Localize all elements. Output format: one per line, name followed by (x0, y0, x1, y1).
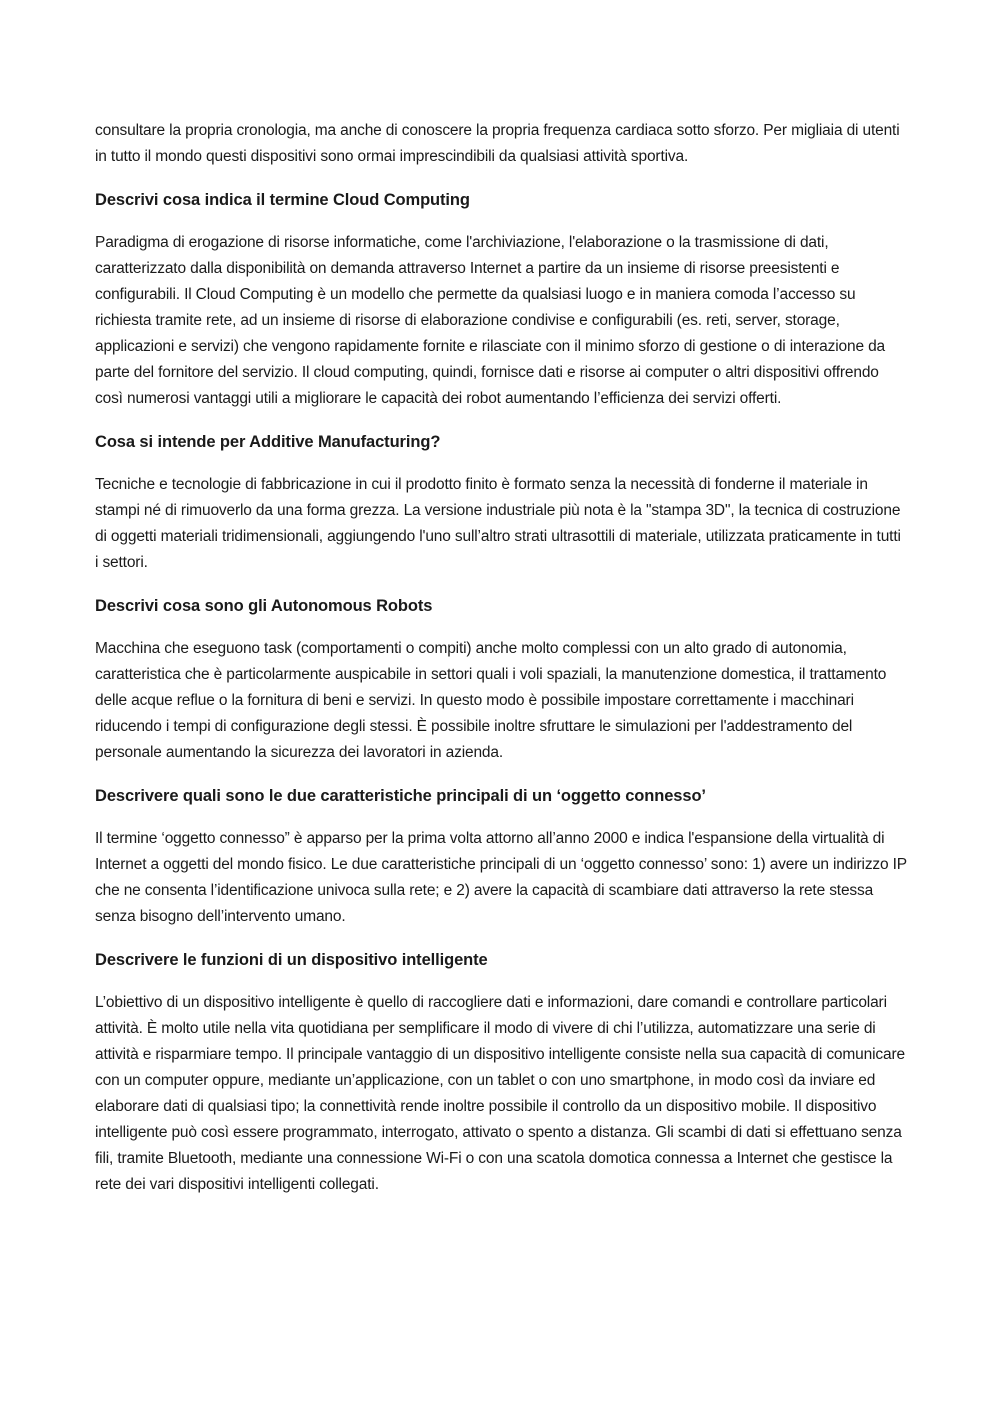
paragraph-cloud-computing: Paradigma di erogazione di risorse informatiche, come l'archiviazione, l'elaborazione o la trasmissione di dati, caratterizzato dalla disponibilità on demanda attraverso Internet a partire da un insieme di risorse preesistenti e configurabili. Il Cloud Computing è un modello che permette da qualsiasi luogo e in maniera comoda l’accesso su richiesta tramite rete, ad un insieme di risorse di elaborazione condivise e configurabili (es. reti, server, storage, applicazioni e servizi) che vengono rapidamente fornite e rilasciate con il minimo sforzo di gestione o di interazione da parte del fornitore del servizio. Il cloud computing, quindi, fornisce dati e risorse ai computer o altri dispositivi offrendo così numerosi vantaggi utili a migliorare le capacità dei robot aumentando l’efficienza dei servizi offerti. (95, 234, 886, 407)
heading-autonomous-robots: Descrivi cosa sono gli Autonomous Robots (95, 597, 433, 615)
paragraph-autonomous-robots: Macchina che eseguono task (comportamenti o compiti) anche molto complessi con un alto grado di autonomia, caratteristica che è particolarmente auspicabile in settori quali i voli spaziali, la manutenzione domestica, il trattamento delle acque reflue o la fornitura di beni e servizi. In questo modo è possibile impostare correttamente i macchinari riducendo i tempi di configurazione degli stessi. È possibile inoltre sfruttare le simulazioni per l'addestramento del personale aumentando la sicurezza dei lavoratori in azienda. (95, 640, 887, 761)
document-page (95, 118, 907, 1198)
paragraph-oggetto-connesso: Il termine ‘oggetto connesso” è apparso per la prima volta attorno all’anno 2000 e indica l'espansione della virtualità di Internet a oggetti del mondo fisico. Le due caratteristiche principali di un ‘oggetto connesso’ sono: 1) avere un indirizzo IP che ne consenta l’identificazione univoca sulla rete; e 2) avere la capacità di scambiare dati attraverso la rete stessa senza bisogno dell’intervento umano. (95, 830, 907, 925)
heading-dispositivo-intelligente: Descrivere le funzioni di un dispositivo intelligente (95, 951, 488, 969)
paragraph-dispositivo-intelligente: L’obiettivo di un dispositivo intelligente è quello di raccogliere dati e informazioni, dare comandi e controllare particolari attività. È molto utile nella vita quotidiana per semplificare il modo di vivere di chi l’utilizza, automatizzare una serie di attività e risparmiare tempo. Il principale vantaggio di un dispositivo intelligente consiste nella sua capacità di comunicare con un computer oppure, mediante un’applicazione, con un tablet o con uno smartphone, in modo così da inviare ed elaborare dati di qualsiasi tipo; la connettività rende inoltre possibile il controllo da un dispositivo mobile. Il dispositivo intelligente può così essere programmato, interrogato, attivato o spento a distanza. Gli scambi di dati si effettuano senza fili, tramite Bluetooth, mediante una connessione Wi-Fi o con una scatola domotica connessa a Internet che gestisce la rete dei vari dispositivi intelligenti collegati. (95, 994, 905, 1193)
intro-paragraph: consultare la propria cronologia, ma anche di conoscere la propria frequenza cardiaca sotto sforzo. Per migliaia di utenti in tutto il mondo questi dispositivi sono ormai imprescindibili da qualsiasi attività sportiva. (95, 122, 900, 165)
heading-additive-manufacturing: Cosa si intende per Additive Manufacturing? (95, 433, 441, 451)
heading-cloud-computing: Descrivi cosa indica il termine Cloud Computing (95, 191, 470, 209)
paragraph-additive-manufacturing: Tecniche e tecnologie di fabbricazione in cui il prodotto finito è formato senza la necessità di fonderne il materiale in stampi né di rimuoverlo da una forma grezza. La versione industriale più nota è la "stampa 3D", la tecnica di costruzione di oggetti materiali tridimensionali, aggiungendo l'uno sull’altro strati ultrasottili di materiale, utilizzata praticamente in tutti i settori. (95, 476, 901, 571)
heading-oggetto-connesso: Descrivere quali sono le due caratteristiche principali di un ‘oggetto connesso’ (95, 787, 706, 805)
